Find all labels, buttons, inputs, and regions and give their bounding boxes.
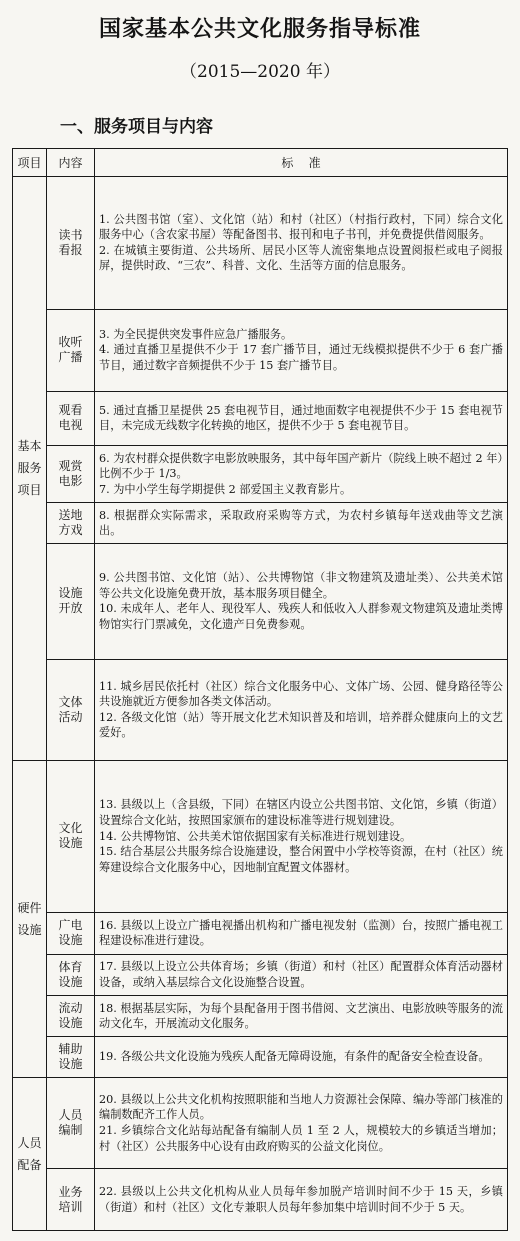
table-row bbox=[13, 1169, 508, 1231]
standard-item: 10. 未成年人、老年人、现役军人、残疾人和低收入人群参观文物建筑及遗址类博物馆实行门票减免，文化遗产日免费参观。 bbox=[99, 602, 503, 631]
standard-cell bbox=[95, 1169, 508, 1231]
category-label: 收听 广播 bbox=[47, 309, 95, 391]
standard-cell bbox=[95, 1077, 508, 1169]
standard-item: 13. 县级以上（含县级，下同）在辖区内设立公共图书馆、文化馆，乡镇（街道）设置综合文化站，按照国家颁布的建设标准等进行规划建设。 bbox=[99, 798, 503, 828]
category-label: 文体 活动 bbox=[47, 659, 95, 760]
standard-item: 19. 各级公共文化设施为残疾人配备无障碍设施，有条件的配备安全检查设备。 bbox=[99, 1050, 490, 1064]
category-label: 观看 电视 bbox=[47, 391, 95, 445]
category-label: 设施 开放 bbox=[47, 544, 95, 660]
table-row bbox=[13, 996, 508, 1037]
standard-item: 3. 为全民提供突发事件应急广播服务。 bbox=[99, 327, 293, 341]
standard-item: 6. 为农村群众提供数字电影放映服务，其中每年国产新片（院线上映不超过 2 年）比例不少于 1/3。 bbox=[99, 451, 503, 481]
category-label: 流动 设施 bbox=[47, 996, 95, 1037]
header-standard: 标 准 bbox=[95, 149, 508, 177]
standard-item: 7. 为中小学生每学期提供 2 部爱国主义教育影片。 bbox=[99, 483, 352, 497]
category-label: 业务 培训 bbox=[47, 1169, 95, 1231]
standard-cell bbox=[95, 391, 508, 445]
table-row bbox=[13, 1037, 508, 1078]
standard-cell bbox=[95, 503, 508, 544]
standard-cell bbox=[95, 177, 508, 309]
standard-item: 11. 城乡居民依托村（社区）综合文化服务中心、文体广场、公园、健身路径等公共设施就近方便参加各类文体活动。 bbox=[99, 679, 503, 709]
group-label: 硬件 设施 bbox=[13, 760, 47, 1077]
standard-cell bbox=[95, 954, 508, 996]
table-row bbox=[13, 177, 508, 309]
standard-item: 18. 根据基层实际，为每个县配备用于图书借阅、文艺演出、电影放映等服务的流动文化车，开展流动文化服务。 bbox=[99, 1001, 503, 1031]
category-label: 辅助 设施 bbox=[47, 1037, 95, 1078]
category-label: 人员 编制 bbox=[47, 1077, 95, 1169]
table-row bbox=[13, 446, 508, 503]
standard-item: 8. 根据群众实际需求，采取政府采购等方式，为农村乡镇每年送戏曲等文艺演出。 bbox=[99, 508, 503, 538]
standard-item: 22. 县级以上公共文化机构从业人员每年参加脱产培训时间不少于 15 天，乡镇（街道）和村（社区）文化专兼职人员每年参加集中培训时间不少于 5 天。 bbox=[99, 1185, 503, 1214]
standard-cell bbox=[95, 760, 508, 912]
category-label: 文化 设施 bbox=[47, 760, 95, 912]
table-row bbox=[13, 760, 508, 912]
table-row bbox=[13, 391, 508, 445]
standard-item: 2. 在城镇主要街道、公共场所、居民小区等人流密集地点设置阅报栏或电子阅报屏，提供时政、“三农”、科普、文化、生活等方面的信息服务。 bbox=[99, 243, 503, 273]
standards-table bbox=[12, 148, 508, 1231]
table-row bbox=[13, 954, 508, 996]
header-content: 内容 bbox=[47, 149, 95, 177]
category-label: 读书 看报 bbox=[47, 177, 95, 309]
standard-cell bbox=[95, 446, 508, 503]
group-label: 基本 服务 项目 bbox=[13, 177, 47, 761]
table-row bbox=[13, 659, 508, 760]
table-row bbox=[13, 544, 508, 660]
standard-item: 20. 县级以上公共文化机构按照职能和当地人力资源社会保障、编办等部门核准的编制数配齐工作人员。 bbox=[99, 1092, 503, 1122]
table-row bbox=[13, 913, 508, 955]
table-row bbox=[13, 503, 508, 544]
header-project: 项目 bbox=[13, 149, 47, 177]
table-row bbox=[13, 1077, 508, 1169]
standard-cell bbox=[95, 996, 508, 1037]
standard-cell bbox=[95, 913, 508, 955]
standard-cell bbox=[95, 309, 508, 391]
standard-item: 1. 公共图书馆（室）、文化馆（站）和村（社区）（村指行政村，下同）综合文化服务中心（含农家书屋）等配备图书、报刊和电子书刊，并免费提供借阅服务。 bbox=[99, 212, 503, 242]
table-header-row bbox=[13, 149, 508, 177]
standard-cell bbox=[95, 659, 508, 760]
standard-item: 17. 县级以上设立公共体育场；乡镇（街道）和村（社区）配置群众体育活动器材设备，或纳入基层综合文化设施整合设置。 bbox=[99, 960, 503, 990]
standard-item: 21. 乡镇综合文化站每站配备有编制人员 1 至 2 人，规模较大的乡镇适当增加；村（社区）公共服务中心设有由政府购买的公益文化岗位。 bbox=[99, 1124, 503, 1153]
section-heading: 一、服务项目与内容 bbox=[60, 117, 213, 137]
standard-item: 16. 县级以上设立广播电视播出机构和广播电视发射（监测）台，按照广播电视工程建设标准进行建设。 bbox=[99, 918, 503, 948]
category-label: 广电 设施 bbox=[47, 913, 95, 955]
standard-item: 12. 各级文化馆（站）等开展文化艺术知识普及和培训，培养群众健康向上的文艺爱好。 bbox=[99, 710, 503, 740]
standard-cell bbox=[95, 1037, 508, 1078]
category-label: 送地 方戏 bbox=[47, 503, 95, 544]
category-label: 观赏 电影 bbox=[47, 446, 95, 503]
standard-item: 4. 通过直播卫星提供不少于 17 套广播节目，通过无线模拟提供不少于 6 套广播节目，通过数字音频提供不少于 15 套广播节目。 bbox=[99, 343, 503, 372]
document-subtitle: （2015—2020 年） bbox=[180, 62, 340, 82]
document-title: 国家基本公共文化服务指导标准 bbox=[98, 17, 421, 42]
group-label: 人员 配备 bbox=[13, 1077, 47, 1230]
standard-item: 9. 公共图书馆、文化馆（站）、公共博物馆（非文物建筑及遗址类）、公共美术馆等公共文化设施免费开放，基本服务项目健全。 bbox=[99, 571, 503, 600]
standard-item: 14. 公共博物馆、公共美术馆依据国家有关标准进行规划建设。 bbox=[99, 829, 412, 843]
table-row bbox=[13, 309, 508, 391]
category-label: 体育 设施 bbox=[47, 954, 95, 996]
standard-item: 5. 通过直播卫星提供 25 套电视节目，通过地面数字电视提供不少于 15 套电视节目，未完成无线数字化转换的地区，提供不少于 5 套电视节目。 bbox=[99, 403, 503, 433]
standard-item: 15. 结合基层公共服务综合设施建设，整合闲置中小学校等资源，在村（社区）统筹建设综合文化服务中心，因地制宜配置文体器材。 bbox=[99, 845, 503, 874]
standard-cell bbox=[95, 544, 508, 660]
